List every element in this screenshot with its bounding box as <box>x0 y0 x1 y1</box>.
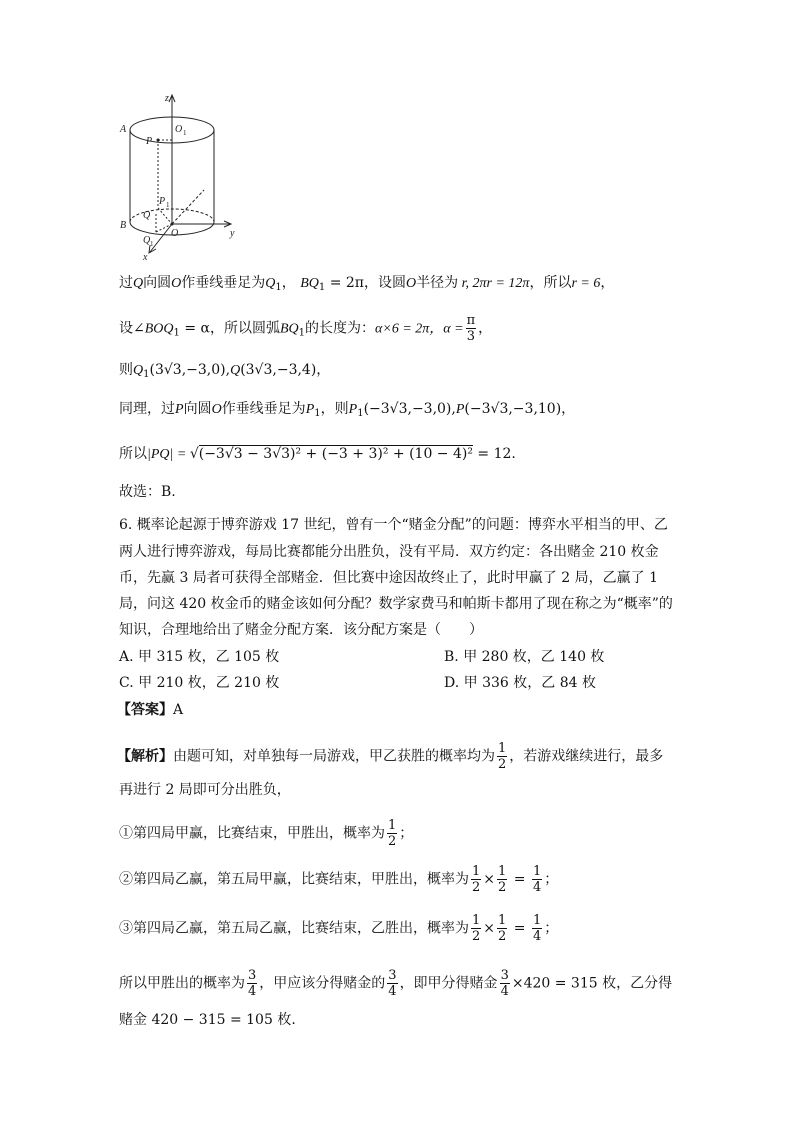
label-p1: P <box>159 196 166 207</box>
label-q: Q <box>143 210 151 221</box>
answer-value: A <box>173 702 184 718</box>
option-a: A. 甲 315 枚，乙 105 枚 <box>119 649 280 665</box>
label-o: O <box>171 228 179 239</box>
summary-line-1: 所以甲胜出的概率为 $\frac{3}{4}$ ，甲应该分得赌金的 $\frac{3}{4}$ ，即甲分得赌金 $\frac{3}{4}$ ×420 = 315 枚，乙分得 <box>119 968 673 999</box>
label-b: B <box>120 220 127 231</box>
label-q1-sub: 1 <box>150 240 154 248</box>
question-line-1: 6. 概率论起源于博弈游戏 17 世纪，曾有一个“赌金分配”的问题：博弈水平相当的甲、乙 <box>119 517 668 533</box>
answer-line <box>117 700 183 720</box>
question-line-5: 知识，合理地给出了赌金分配方案．该分配方案是（ ） <box>119 622 483 638</box>
case-3: ③第四局乙赢，第五局乙赢，比赛结束，乙胜出，概率为 $\frac{1}{2}$ × $\frac{1}{2}$ = $\frac{1}{4}$ ； <box>119 913 559 944</box>
option-d: D. 甲 336 枚，乙 84 枚 <box>444 675 596 691</box>
case-2: ②第四局乙赢，第五局甲赢，比赛结束，甲胜出，概率为 $\frac{1}{2}$ × $\frac{1}{2}$ = $\frac{1}{4}$ ； <box>119 864 559 895</box>
summary-line-2: 赌金 420 − 315 = 105 枚. <box>119 1012 296 1028</box>
solution-line-3: 则$Q_1(3√3,-3,0),Q(3√3,-3,4)$， <box>119 362 331 380</box>
cylinder-figure <box>112 92 252 264</box>
label-o1-sub: 1 <box>183 129 187 137</box>
label-y: y <box>230 228 235 239</box>
label-p1-sub: 1 <box>166 201 170 209</box>
solution-line-5: 所以|PQ| = √(−3√3 − 3√3)² + (−3 + 3)² + (10 − 4)² = 12. <box>119 446 516 462</box>
question-line-4: 局，问这 420 枚金币的赌金该如何分配？数学家费马和帕斯卡都用了现在称之为“概率”的 <box>119 596 673 612</box>
case-1: ①第四局甲赢，比赛结束，甲胜出，概率为 $\frac{1}{2}$ ； <box>119 818 414 849</box>
label-a: A <box>120 124 127 135</box>
analysis-line-1: 【解析】由题可知，对单独每一局游戏，甲乙获胜的概率均为 $\frac{1}{2}$ ，若游戏继续进行，最多 <box>117 741 664 772</box>
question-line-3: 币，先赢 3 局者可获得全部赌金．但比赛中途因故终止了，此时甲赢了 2 局，乙赢了 1 <box>119 570 658 586</box>
label-p: P <box>146 136 153 147</box>
fraction-pi-over-3: $\frac{\pi}{3}$ <box>466 313 476 344</box>
solution-line-1: 过Q向圆O作垂线垂足为$Q_1$， $BQ_1 = 2\pi$，设圆O半径为 r, 2πr = 12π，所以r = 6， <box>119 275 615 293</box>
analysis-line-2: 再进行 2 局即可分出胜负， <box>119 782 291 798</box>
analysis-label: 【解析】 <box>117 748 173 765</box>
solution-line-4: 同理，过P向圆O作垂线垂足为$P_1$，则$P_1(-3√3,-3,0),P(-3√3,-3,10)$， <box>119 401 576 419</box>
option-c: C. 甲 210 枚，乙 210 枚 <box>119 675 280 691</box>
label-x: x <box>143 252 148 263</box>
solution-line-2: 设$\angle BOQ_1 = \alpha$，所以圆弧$BQ_1$的长度为：α×6 = 2π，α = $\frac{\pi}{3}$ ， <box>119 313 493 344</box>
label-z: z <box>165 93 169 104</box>
option-b: B. 甲 280 枚，乙 140 枚 <box>444 649 605 665</box>
question-line-2: 两人进行博弈游戏，每局比赛都能分出胜负，没有平局．双方约定：各出赌金 210 枚金 <box>119 544 659 560</box>
label-q1: Q <box>143 235 151 246</box>
solution-conclusion: 故选：B. <box>119 484 176 500</box>
label-o1: O <box>175 124 183 135</box>
answer-label: 【答案】 <box>117 702 173 718</box>
